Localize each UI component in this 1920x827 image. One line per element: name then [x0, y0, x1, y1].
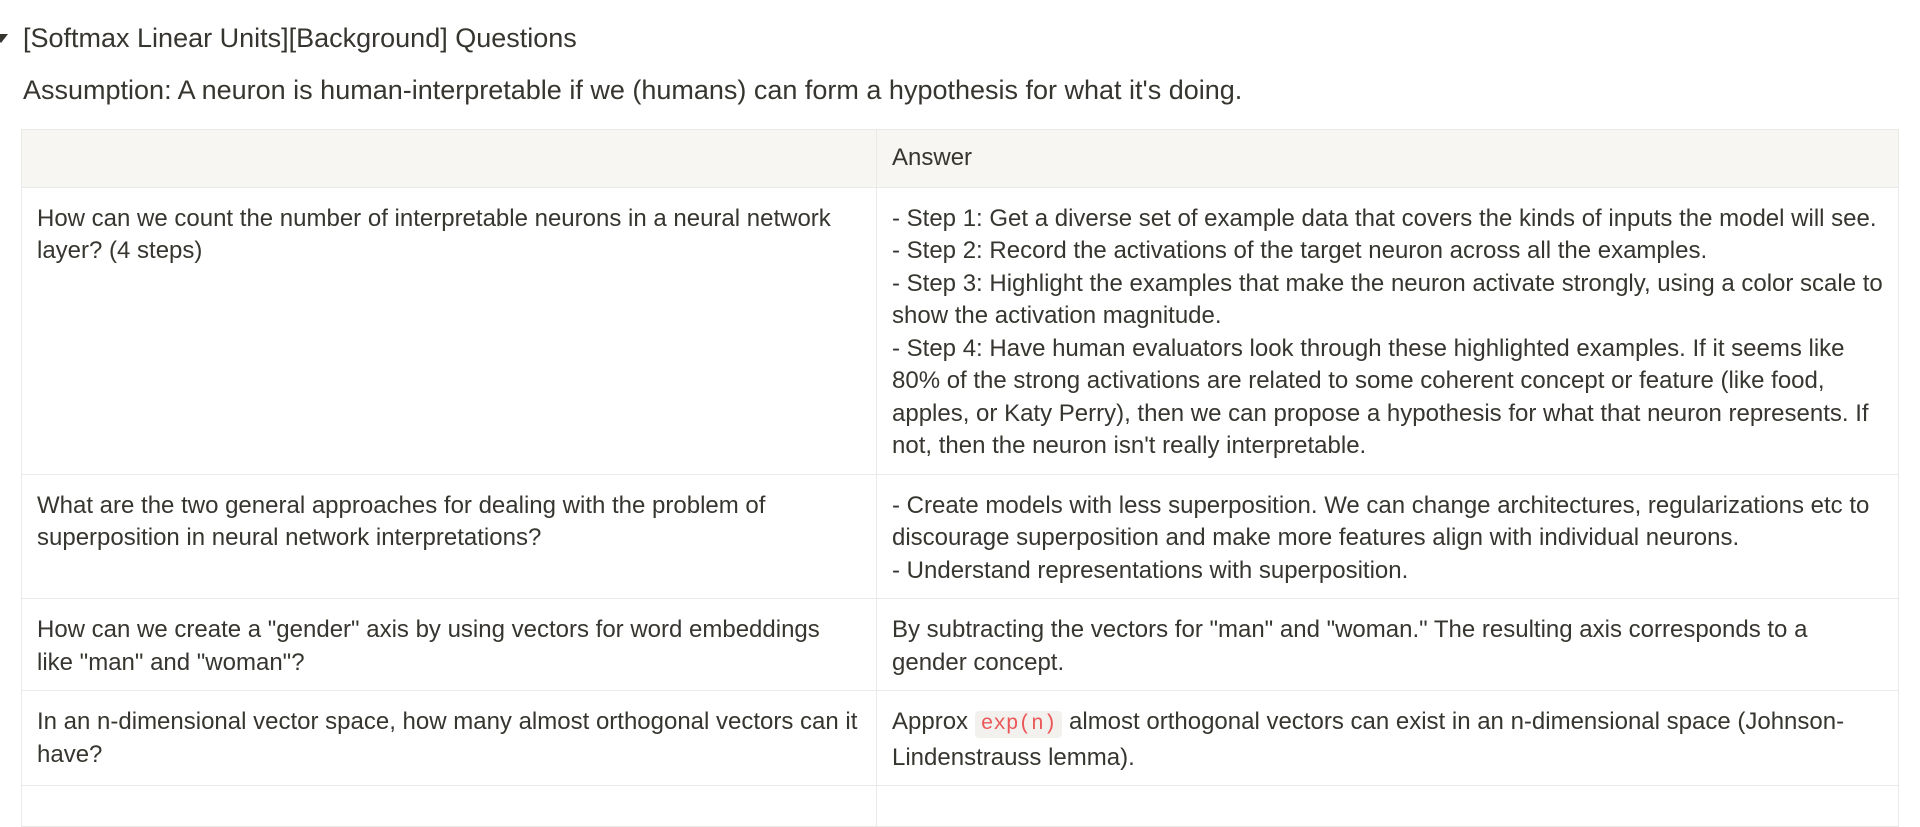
question-cell[interactable]: In an n-dimensional vector space, how many almost orthogonal vectors can it have? [22, 691, 877, 786]
answer-cell[interactable] [877, 599, 1899, 691]
answer-line: - Step 4: Have human evaluators look through these highlighted examples. If it seems like 80% of the strong activations are related to some coherent concept or feature (like food, apples, or Katy Perry), then we can propose a hypothesis for what that neuron represents. If not, then the neuron isn't really interpretable. [892, 334, 1869, 459]
question-cell[interactable]: How can we count the number of interpretable neurons in a neural network layer? (4 steps) [22, 187, 877, 474]
table-row-partial [22, 786, 1899, 827]
triangle-down-icon[interactable] [0, 16, 10, 60]
answer-line: - Step 1: Get a diverse set of example data that covers the kinds of inputs the model will see. [892, 204, 1877, 232]
table-row [22, 691, 1899, 786]
answer-cell[interactable] [877, 187, 1899, 474]
question-cell[interactable]: How can we create a "gender" axis by using vectors for word embeddings like "man" and "woman"? [22, 599, 877, 691]
table-row [22, 599, 1899, 691]
answer-line: - Create models with less superposition. We can change architectures, regularizations etc to discourage superposition and make more features align with individual neurons. [892, 491, 1870, 551]
answer-line: - Understand representations with superposition. [892, 556, 1409, 584]
header-answer[interactable]: Answer [877, 130, 1899, 188]
question-cell-empty[interactable] [22, 786, 877, 827]
assumption-text: Assumption: A neuron is human-interpretable if we (humans) can form a hypothesis for what it's doing. [23, 75, 1243, 105]
answer-line: By subtracting the vectors for "man" and "woman." The resulting axis corresponds to a gender concept. [892, 616, 1808, 676]
table-header-row [22, 130, 1899, 188]
answer-line: - Step 2: Record the activations of the target neuron across all the examples. [892, 237, 1708, 264]
answer-cell[interactable] [877, 691, 1899, 786]
answer-cell-empty[interactable] [877, 786, 1899, 827]
answer-prefix: Approx [892, 708, 975, 735]
inline-code: exp(n) [975, 711, 1063, 738]
question-cell[interactable]: What are the two general approaches for dealing with the problem of superposition in neural network interpretations? [22, 474, 877, 599]
answer-suffix: almost orthogonal vectors can exist in an n-dimensional space (Johnson-Lindenstrauss lemma). [892, 708, 1845, 771]
table-row [22, 187, 1899, 474]
qa-table [21, 129, 1898, 827]
header-question[interactable] [22, 130, 877, 188]
toggle-title: [Softmax Linear Units][Background] Questions [23, 23, 577, 53]
answer-line: - Step 3: Highlight the examples that make the neuron activate strongly, using a color scale to show the activation magnitude. [892, 269, 1883, 329]
answer-cell[interactable] [877, 474, 1899, 599]
toggle-block[interactable] [0, 16, 577, 60]
table-row [22, 474, 1899, 599]
